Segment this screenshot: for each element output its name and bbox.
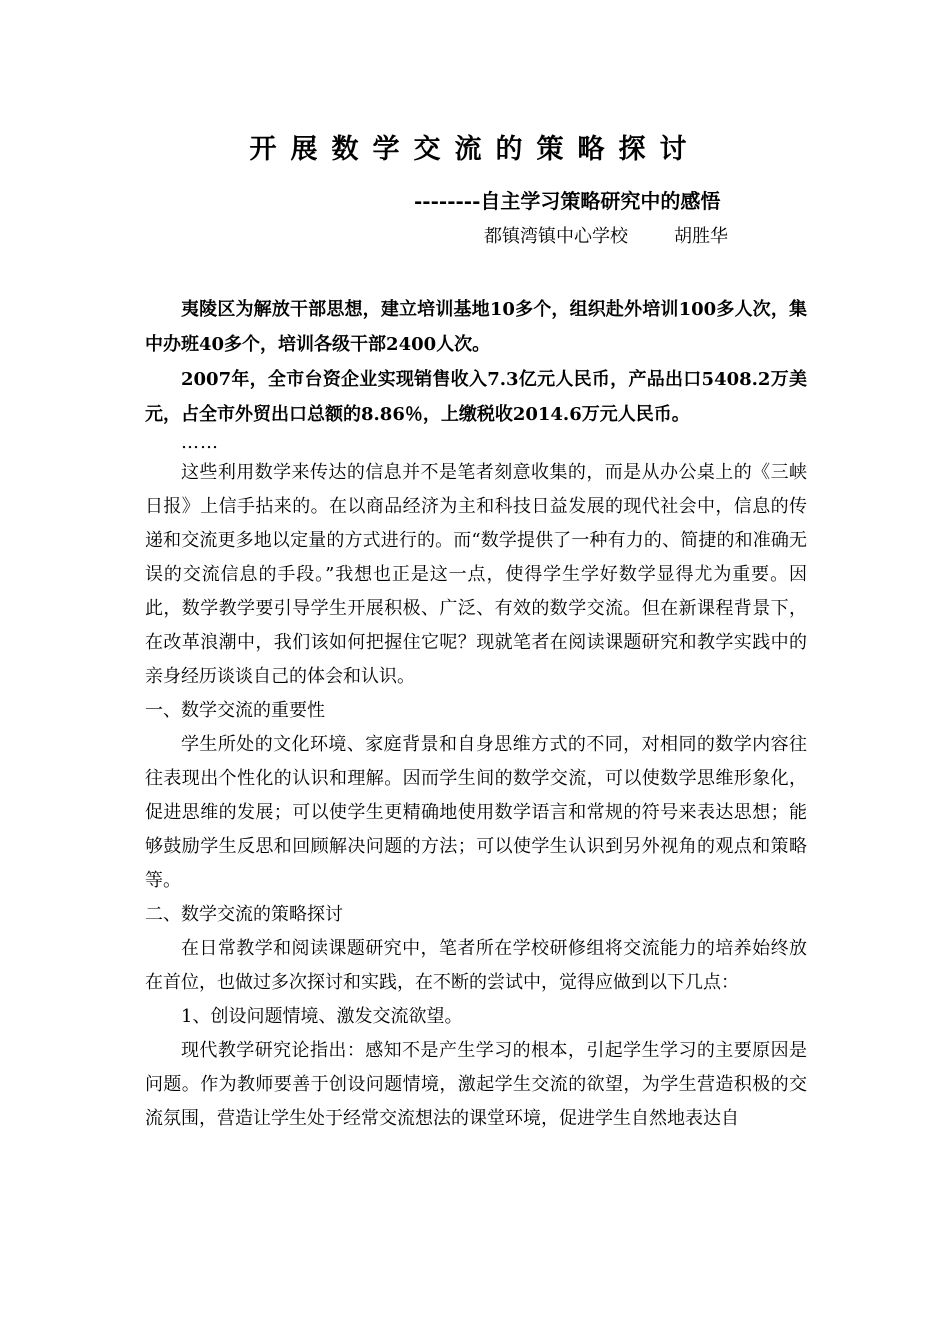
paragraph-problem-situation: 现代教学研究论指出：感知不是产生学习的根本，引起学生学习的主要原因是问题。作为教师要善于创设问题情境，激起学生交流的欲望，为学生营造积极的交流氛围，营造让学生处于经常交流想法的课堂环境，促进学生自然地表达自 <box>145 1040 807 1129</box>
ellipsis: …… <box>181 432 219 453</box>
school-name: 都镇湾镇中心学校 <box>484 226 628 247</box>
paragraph-importance: 学生所处的文化环境、家庭背景和自身思维方式的不同，对相同的数学内容往往表现出个性化的认识和理解。因而学生间的数学交流，可以使数学思维形象化，促进思维的发展；可以使学生更精确地使用数学语言和常规的符号来表达思想；能够鼓励学生反思和回顾解决问题的方法；可以使学生认识到另外视角的观点和策略等。 <box>145 734 807 891</box>
author-line <box>484 223 728 251</box>
subsection-heading-1: 1、创设问题情境、激发交流欲望。 <box>181 1006 463 1027</box>
document-subtitle: --------自主学习策略研究中的感悟 <box>414 189 721 213</box>
author-name: 胡胜华 <box>674 226 728 247</box>
section-heading-2: 二、数学交流的策略探讨 <box>145 904 343 925</box>
document-body <box>145 292 807 1136</box>
paragraph-statistic-2: 2007年，全市台资企业实现销售收入7.3亿元人民币，产品出口5408.2万美元，占全市外贸出口总额的8.86％，上缴税收2014.6万元人民币。 <box>145 369 807 425</box>
paragraph-strategy-intro: 在日常教学和阅读课题研究中，笔者所在学校研修组将交流能力的培养始终放在首位，也做过多次探讨和实践，在不断的尝试中，觉得应做到以下几点： <box>145 938 807 993</box>
section-heading-1: 一、数学交流的重要性 <box>145 700 325 721</box>
paragraph-intro: 这些利用数学来传达的信息并不是笔者刻意收集的，而是从办公桌上的《三峡日报》上信手拈来的。在以商品经济为主和科技日益发展的现代社会中，信息的传递和交流更多地以定量的方式进行的。而“数学提供了一种有力的、简捷的和准确无误的交流信息的手段。”我想也正是这一点，使得学生学好数学显得尤为重要。因此，数学教学要引导学生开展积极、广泛、有效的数学交流。但在新课程背景下，在改革浪潮中，我们该如何把握住它呢？现就笔者在阅读课题研究和教学实践中的亲身经历谈谈自己的体会和认识。 <box>145 462 807 687</box>
document-title: 开展数学交流的策略探讨 <box>249 134 701 165</box>
paragraph-statistic-1: 夷陵区为解放干部思想，建立培训基地10多个，组织赴外培训100多人次，集中办班40多个，培训各级干部2400人次。 <box>145 299 807 355</box>
